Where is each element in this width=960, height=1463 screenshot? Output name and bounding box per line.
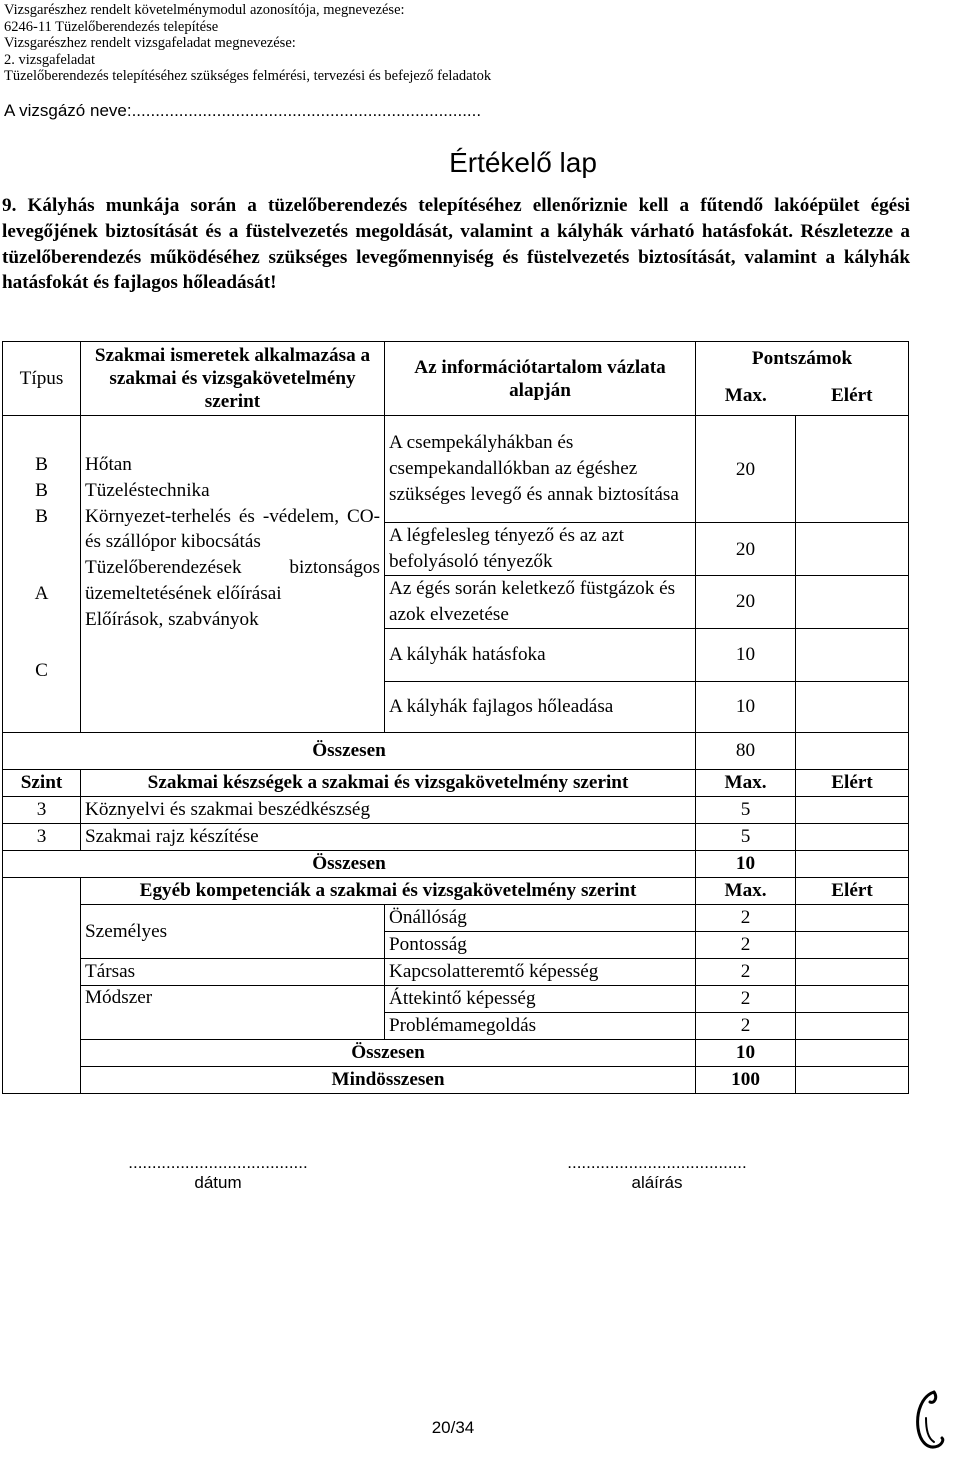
skills-max-header: Max. xyxy=(696,769,796,796)
type-item: A xyxy=(34,582,49,604)
competency-item: Kapcsolatteremtő képesség xyxy=(385,958,696,985)
task-description: 9. Kályhás munkája során a tüzelőberendezés telepítéséhez ellenőriznie kell a fűtendő lakóépület égési levegőjének biztosítását és a füstelvezetés megoldását, valamint a kályhák várható hatásfokát. Részletezze a tüzelőberendezés működéséhez szükséges levegőmennyiség és füstelvezetés biztosítását, valamint a kályhák hatásfokát és fajlagos hőleadását! xyxy=(2,194,910,294)
document-header xyxy=(0,0,960,85)
section2-total-achieved xyxy=(796,850,909,877)
info-item-achieved xyxy=(796,523,909,576)
skills-column-header: Szakmai készségek a szakmai és vizsgakövetelmény szerint xyxy=(81,769,696,796)
skill-level: 3 xyxy=(3,823,81,850)
competency-group: Személyes xyxy=(81,904,385,958)
competencies-column-header: Egyéb kompetenciák a szakmai és vizsgakövetelmény szerint xyxy=(81,877,696,904)
page-title: Értékelő lap xyxy=(449,146,597,178)
section1-total-achieved xyxy=(796,732,909,769)
points-column-header: Pontszámok xyxy=(696,342,909,376)
signature-label: aláírás xyxy=(631,1173,683,1192)
skill-achieved xyxy=(796,796,909,823)
section3-total-achieved xyxy=(796,1039,909,1066)
skill-achieved xyxy=(796,823,909,850)
info-item: A légfelesleg tényező és az azt befolyásoló tényezők xyxy=(385,523,696,576)
competency-max: 2 xyxy=(696,958,796,985)
competency-achieved xyxy=(796,1012,909,1039)
header-module-name: 6246-11 Tüzelőberendezés telepítése xyxy=(4,18,219,35)
competency-max: 2 xyxy=(696,1012,796,1039)
competency-max: 2 xyxy=(696,931,796,958)
competency-achieved xyxy=(796,904,909,931)
knowledge-item: Tüzelőberendezések biztonságos üzemeltetésének előírásai xyxy=(85,557,380,604)
page-number: 20/34 xyxy=(431,1418,475,1437)
info-column-header: Az információtartalom vázlata alapján xyxy=(385,342,696,416)
competency-achieved xyxy=(796,931,909,958)
type-item: B xyxy=(35,505,48,527)
info-item-max: 20 xyxy=(696,523,796,576)
section3-total-label: Összesen xyxy=(81,1039,696,1066)
header-task-name: Tüzelőberendezés telepítéséhez szükséges felmérési, tervezési és befejező feladatok xyxy=(4,68,492,85)
type-item: C xyxy=(35,660,48,682)
competencies-achieved-header: Elért xyxy=(796,877,909,904)
info-item-max: 20 xyxy=(696,416,796,523)
skill-level: 3 xyxy=(3,796,81,823)
competency-item: Áttekintő képesség xyxy=(385,985,696,1012)
competency-item: Önállóság xyxy=(385,904,696,931)
handwritten-mark-icon xyxy=(912,1388,948,1454)
grand-total-achieved xyxy=(796,1066,909,1093)
type-item: B xyxy=(35,454,48,475)
competency-achieved xyxy=(796,958,909,985)
skill-name: Köznyelvi és szakmai beszédkészség xyxy=(81,796,696,823)
knowledge-item: Környezet-terhelés és -védelem, CO- és szállópor kibocsátás xyxy=(85,505,380,553)
section1-total-label: Összesen xyxy=(3,732,696,769)
competencies-max-header: Max. xyxy=(696,877,796,904)
knowledge-item: Hőtan xyxy=(85,454,132,475)
info-item-achieved xyxy=(796,576,909,629)
section2-total-max: 10 xyxy=(696,850,796,877)
type-list xyxy=(3,416,81,733)
grand-total-label: Mindösszesen xyxy=(81,1066,696,1093)
competency-group: Módszer xyxy=(81,985,385,1039)
header-task-label: Vizsgarészhez rendelt vizsgafeladat megnevezése: xyxy=(4,35,296,52)
knowledge-item: Tüzeléstechnika xyxy=(85,479,210,501)
grand-total-max: 100 xyxy=(696,1066,796,1093)
max-column-header: Max. xyxy=(696,376,796,416)
competency-max: 2 xyxy=(696,904,796,931)
section2-total-label: Összesen xyxy=(3,850,696,877)
header-task-number: 2. vizsgafeladat xyxy=(4,51,95,68)
info-item-max: 20 xyxy=(696,576,796,629)
achieved-column-header: Elért xyxy=(796,376,909,416)
skills-achieved-header: Elért xyxy=(796,769,909,796)
competency-group: Társas xyxy=(81,958,385,985)
competency-achieved xyxy=(796,985,909,1012)
candidate-name-line: A vizsgázó neve:.......................................................................... xyxy=(4,100,482,120)
competency-item: Pontosság xyxy=(385,931,696,958)
level-column-header: Szint xyxy=(3,769,81,796)
skill-name: Szakmai rajz készítése xyxy=(81,823,696,850)
date-label: dátum xyxy=(194,1173,242,1192)
info-item: Az égés során keletkező füstgázok és azok elvezetése xyxy=(385,576,696,629)
signature-dots: ...................................... xyxy=(567,1153,747,1172)
section1-total-max: 80 xyxy=(696,732,796,769)
info-item: A csempekályhákban és csempekandallókban az égéshez szükséges levegő és annak biztosítása xyxy=(385,416,696,523)
info-item-achieved xyxy=(796,416,909,523)
knowledge-column-header: Szakmai ismeretek alkalmazása a szakmai és vizsgakövetelmény szerint xyxy=(81,342,385,416)
info-item-achieved xyxy=(796,681,909,732)
skill-max: 5 xyxy=(696,796,796,823)
competency-item: Problémamegoldás xyxy=(385,1012,696,1039)
knowledge-item: Előírások, szabványok xyxy=(85,608,259,630)
skill-max: 5 xyxy=(696,823,796,850)
info-item-achieved xyxy=(796,628,909,681)
info-item: A kályhák fajlagos hőleadása xyxy=(385,681,696,732)
header-module-label: Vizsgarészhez rendelt követelménymodul azonosítója, megnevezése: xyxy=(4,2,405,18)
info-item: A kályhák hatásfoka xyxy=(385,628,696,681)
competency-max: 2 xyxy=(696,985,796,1012)
knowledge-list xyxy=(81,416,385,733)
type-item: B xyxy=(35,479,48,501)
info-item-max: 10 xyxy=(696,681,796,732)
info-item-max: 10 xyxy=(696,628,796,681)
type-column-header: Típus xyxy=(3,342,81,416)
section3-total-max: 10 xyxy=(696,1039,796,1066)
date-dots: ...................................... xyxy=(128,1153,308,1172)
evaluation-table xyxy=(2,341,909,1094)
